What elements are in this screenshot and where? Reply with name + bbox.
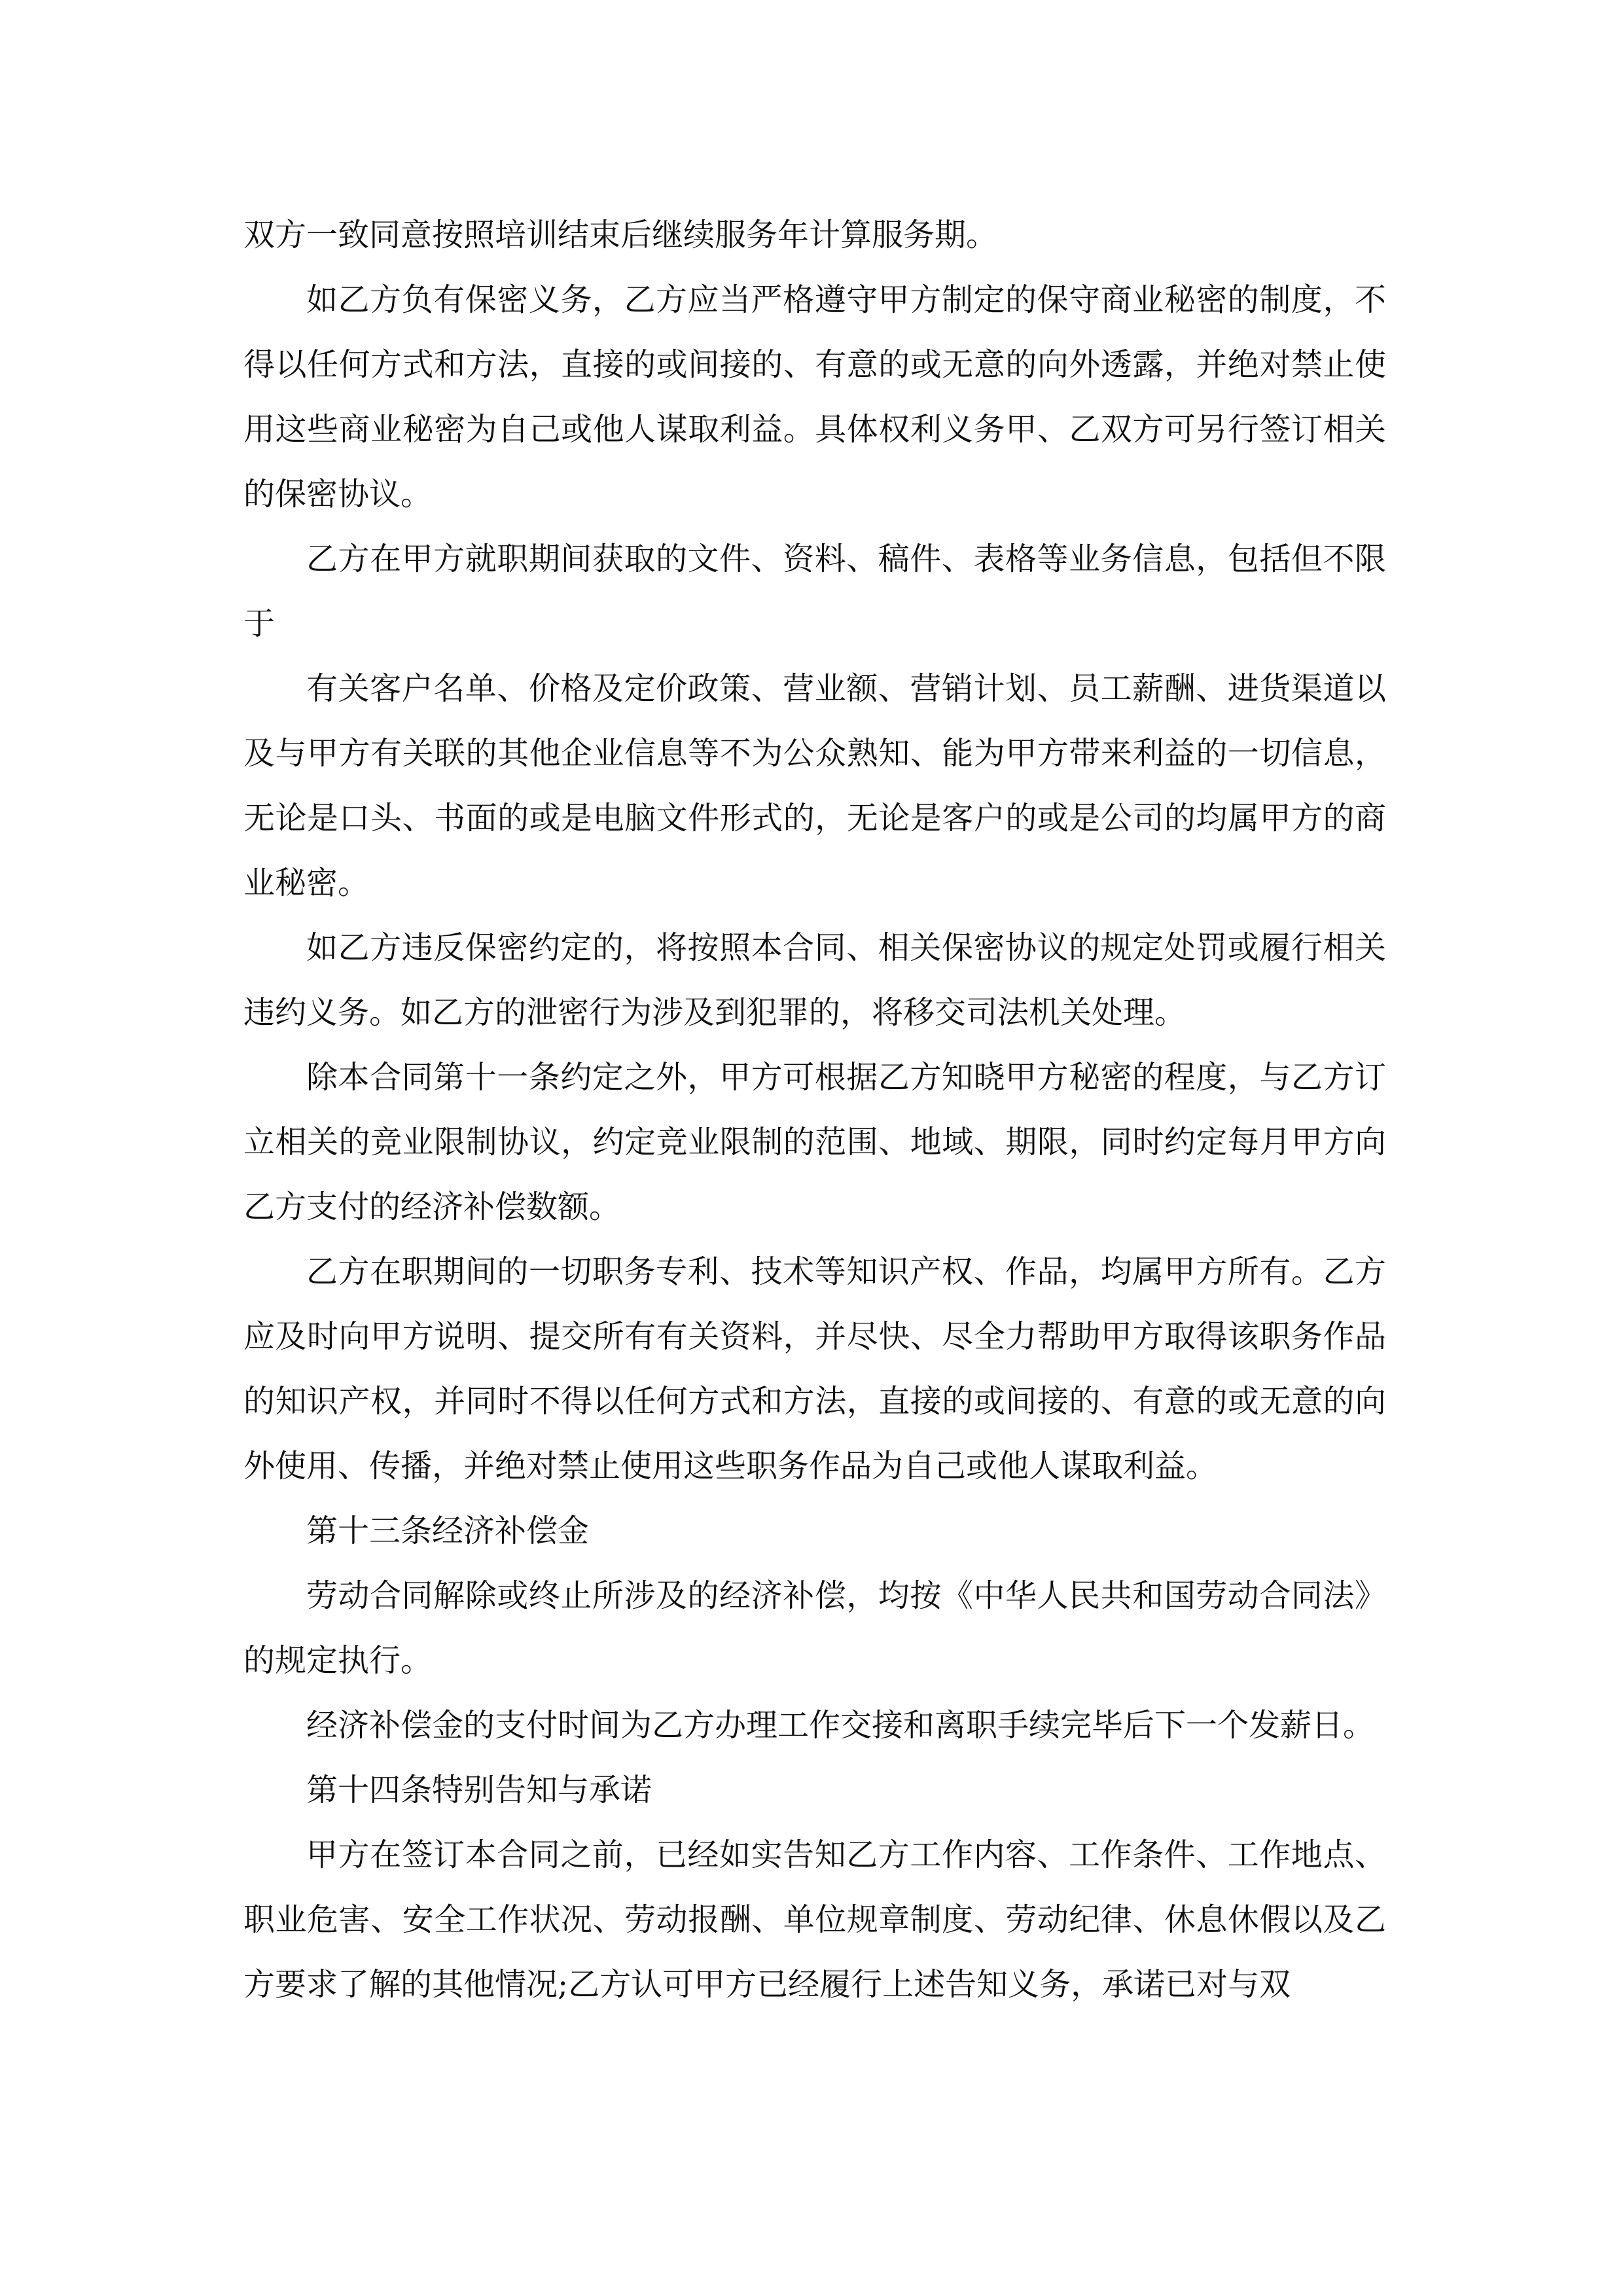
paragraph-service-period: 双方一致同意按照培训结束后继续服务年计算服务期。 [243,217,998,253]
paragraph-compensation-payment: 经济补偿金的支付时间为乙方办理工作交接和离职手续完毕后下一个发薪日。 [306,1707,1375,1744]
paragraph-breach: 如乙方违反保密约定的，将按照本合同、相关保密协议的规定处罚或履行相关违约义务。如乙方的泄密行为涉及到犯罪的，将移交司法机关处理。 [243,929,1386,1031]
paragraph-non-compete: 除本合同第十一条约定之外，甲方可根据乙方知晓甲方秘密的程度，与乙方订立相关的竞业限制协议，约定竞业限制的范围、地域、期限，同时约定每月甲方向乙方支付的经济补偿数额。 [243,1059,1386,1225]
paragraph-compensation-law: 劳动合同解除或终止所涉及的经济补偿，均按《中华人民共和国劳动合同法》的规定执行。 [243,1577,1386,1679]
paragraph-business-info: 乙方在甲方就职期间获取的文件、资料、稿件、表格等业务信息，包括但不限于 [243,541,1386,642]
paragraph-disclosure: 甲方在签订本合同之前，已经如实告知乙方工作内容、工作条件、工作地点、职业危害、安全工作状况、劳动报酬、单位规章制度、劳动纪律、休息休假以及乙方要求了解的其他情况;乙方认可甲方已经履行上述告知义务，承诺已对与双 [243,1837,1386,2003]
section-heading-14: 第十四条特别告知与承诺 [306,1772,652,1808]
paragraph-confidentiality-duty: 如乙方负有保密义务，乙方应当严格遵守甲方制定的保守商业秘密的制度，不得以任何方式和方法，直接的或间接的、有意的或无意的向外透露，并绝对禁止使用这些商业秘密为自己或他人谋取利益。具体权利义务甲、乙双方可另行签订相关的保密协议。 [243,281,1386,512]
section-heading-13: 第十三条经济补偿金 [306,1513,590,1549]
paragraph-trade-secrets: 有关客户名单、价格及定价政策、营业额、营销计划、员工薪酬、进货渠道以及与甲方有关联的其他企业信息等不为公众熟知、能为甲方带来利益的一切信息，无论是口头、书面的或是电脑文件形式的，无论是客户的或是公司的均属甲方的商业秘密。 [243,670,1386,901]
paragraph-intellectual-property: 乙方在职期间的一切职务专利、技术等知识产权、作品，均属甲方所有。乙方应及时向甲方说明、提交所有有关资料，并尽快、尽全力帮助甲方取得该职务作品的知识产权，并同时不得以任何方式和方法，直接的或间接的、有意的或无意的向外使用、传播，并绝对禁止使用这些职务作品为自己或他人谋取利益。 [243,1253,1386,1484]
document-body [243,203,1386,2017]
